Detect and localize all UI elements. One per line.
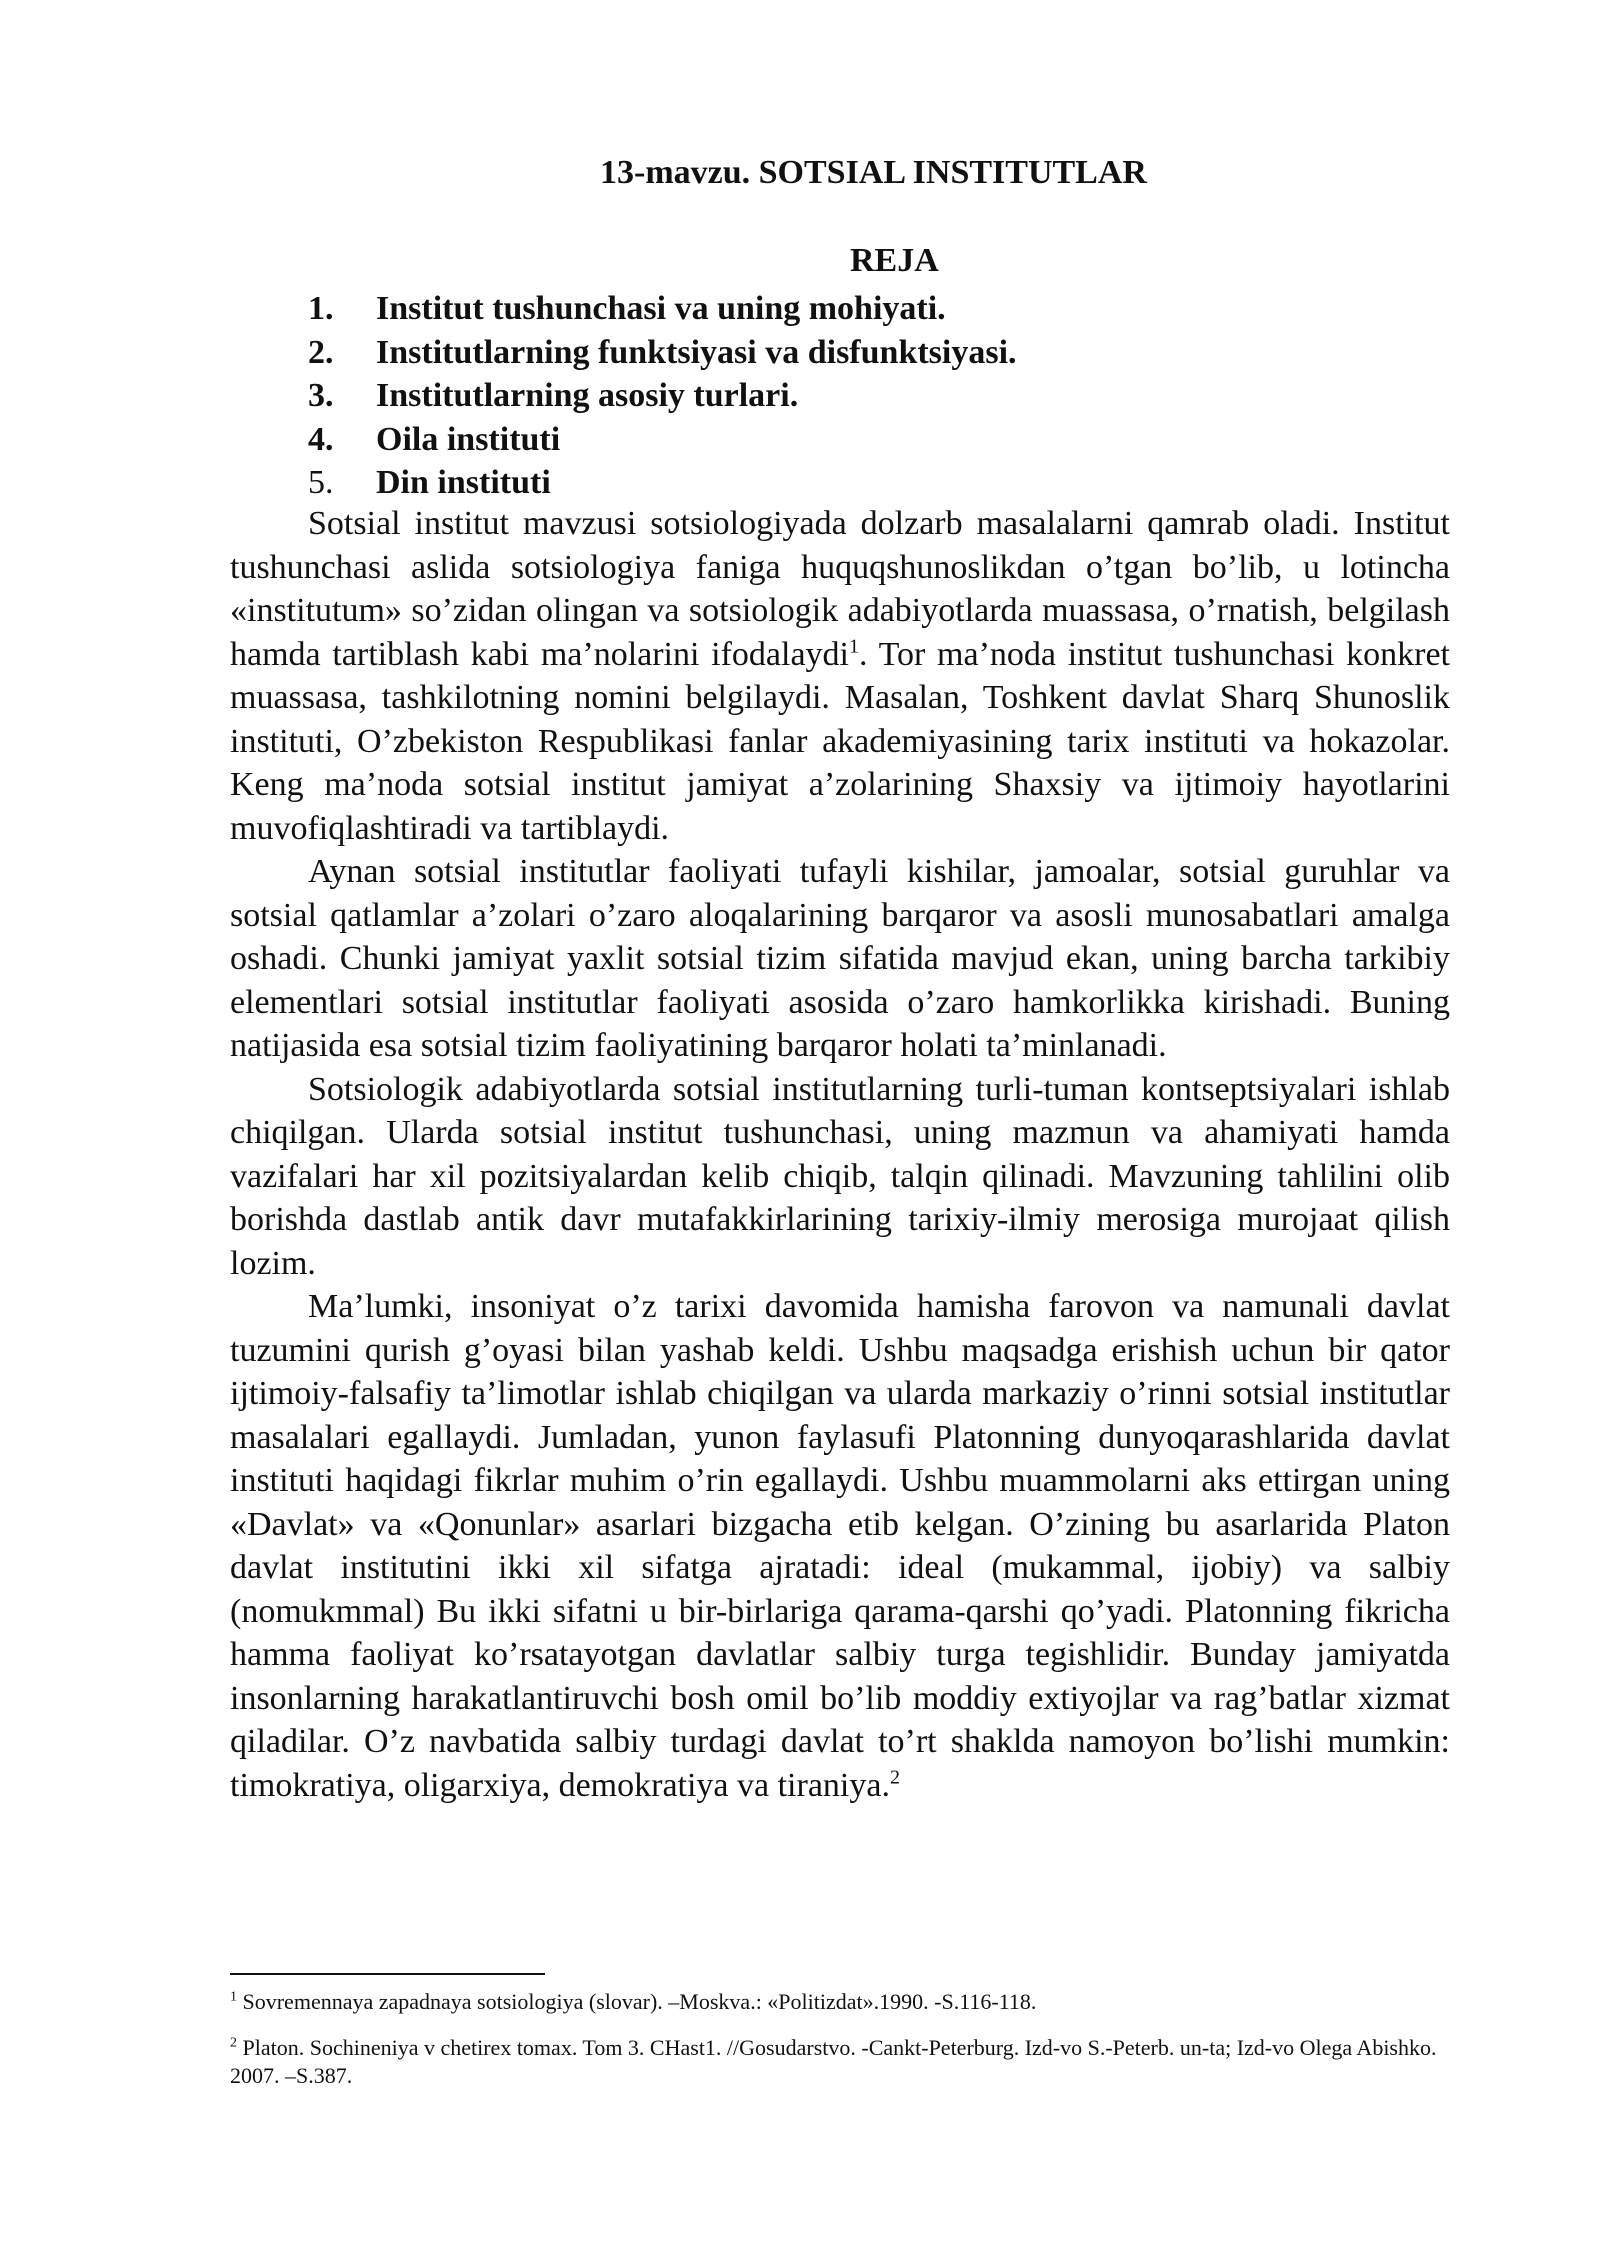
paragraph: Aynan sotsial institutlar faoliyati tufayli kishilar, jamoalar, sotsial guruhlar va sotsial qatlamlar a’zolari o’zaro aloqalarining barqaror va asosli munosabatlari amalga oshadi. Chunki jamiyat yaxlit sotsial tizim sifatida mavjud ekan, uning barcha tarkibiy elementlari sotsial institutlar faoliyati asosida o’zaro hamkorlikka kirishadi. Buning natijasida esa sotsial tizim faoliyatining barqaror holati ta’minlanadi. (230, 853, 1450, 1064)
plan-list (308, 287, 1017, 505)
paragraph-text: . Tor ma’noda institut tushunchasi konkret muassasa, tashkilotning nomini belgilaydi. Masalan, Toshkent davlat Sharq Shunoslik instituti, O’zbekiston Respublikasi fanlar akademiyasining tarix instituti va hokazolar. Keng ma’noda sotsial institut jamiyat a’zolarining Shaxsiy va ijtimoiy hayotlarini muvofiqlashtiradi va tartiblaydi. (230, 635, 1451, 847)
footnote-divider (230, 1973, 545, 1975)
paragraph (230, 1285, 1450, 1807)
paragraph: Sotsiologik adabiyotlarda sotsial institutlarning turli-tuman kontseptsiyalari ishlab chiqilgan. Ularda sotsial institut tushunchasi, uning mazmun va ahamiyati hamda vazifalari har xil pozitsiyalardan kelib chiqib, talqin qilinadi. Mavzuning tahlilini olib borishda dastlab antik davr mutafakkirlarining tarixiy-ilmiy merosiga murojaat qilish lozim. (230, 1070, 1450, 1282)
body-text (230, 502, 1450, 1807)
footnote-ref[interactable]: 2 (889, 1766, 900, 1789)
footnotes (230, 1988, 1450, 2108)
footnote (230, 2034, 1450, 2090)
plan-item-number: 1. (308, 290, 334, 327)
plan-item-text: Din instituti (376, 464, 551, 501)
plan-item-number: 4. (308, 420, 334, 458)
plan-item (308, 374, 1017, 418)
footnote-text: Platon. Sochineniya v chetirex tomax. Tom 3. CHast1. //Gosudarstvo. -Cankt-Peterburg. Izd-vo S.-Peterb. un-ta; Izd-vo Olega Abishko. 2007. –S.387. (230, 2035, 1437, 2088)
plan-item-text: Institutlarning funktsiyasi va disfunktsiyasi. (376, 333, 1017, 371)
footnote-marker: 1 (230, 1989, 237, 2005)
plan-item-number: 5. (308, 464, 334, 501)
plan-item (308, 287, 1017, 331)
footnote-text: Sovremennaya zapadnaya sotsiologiya (slovar). –Moskva.: «Politizdat».1990. -S.116-118. (237, 1989, 1037, 2014)
plan-item (308, 461, 1017, 505)
plan-item-text: Oila instituti (376, 420, 561, 458)
footnote-ref[interactable]: 1 (849, 635, 860, 658)
plan-heading: REJA (850, 242, 939, 279)
plan-item-text: Institutlarning asosiy turlari. (376, 377, 799, 414)
paragraph-text: Sotsial institut mavzusi sotsiologiyada dolzarb masalalarni qamrab oladi. Institut tushunchasi aslida sotsiologiya faniga huquqshunoslikdan o’tgan bo’lib, u lotincha «institutum» so’zidan olingan va sotsiologik adabiyotlarda muassasa, o’rnatish, belgilash hamda tartiblash kabi ma’nolarini ifodalaydi (230, 505, 1450, 673)
plan-item-number: 3. (308, 377, 334, 414)
plan-item-text: Institut tushunchasi va uning mohiyati. (376, 290, 946, 327)
plan-item (308, 331, 1017, 375)
footnote-marker: 2 (230, 2035, 237, 2051)
plan-item-number: 2. (308, 333, 334, 371)
plan-item (308, 418, 1017, 462)
page-title: 13-mavzu. SOTSIAL INSTITUTLAR (600, 154, 1147, 191)
footnote (230, 1988, 1450, 2016)
paragraph (230, 502, 1450, 850)
paragraph-text: Ma’lumki, insoniyat o’z tarixi davomida hamisha farovon va namunali davlat tuzumini qurish g’oyasi bilan yashab keldi. Ushbu maqsadga erishish uchun bir qator ijtimoiy-falsafiy ta’limotlar ishlab chiqilgan va ularda markaziy o’rinni sotsial institutlar masalalari egallaydi. Jumladan, yunon faylasufi Platonning dunyoqarashlarida davlat instituti haqidagi fikrlar muhim o’rin egallaydi. Ushbu muammolarni aks ettirgan uning «Davlat» va «Qonunlar» asarlari bizgacha etib kelgan. O’zining bu asarlarida Platon davlat institutini ikki xil sifatga ajratadi: ideal (mukammal, ijobiy) va salbiy (nomukmmal) Bu ikki sifatni u bir-birlariga qarama-qarshi qo’yadi. Platonning fikricha hamma faoliyat ko’rsatayotgan davlatlar salbiy turga tegishlidir. Bunday jamiyatda insonlarning harakatlantiruvchi bosh omil bo’lib moddiy extiyojlar va rag’batlar xizmat qiladilar. O’z navbatida salbiy turdagi davlat to’rt shaklda namoyon bo’lishi mumkin: timokratiya, oligarxiya, demokratiya va tiraniya. (230, 1288, 1450, 1804)
